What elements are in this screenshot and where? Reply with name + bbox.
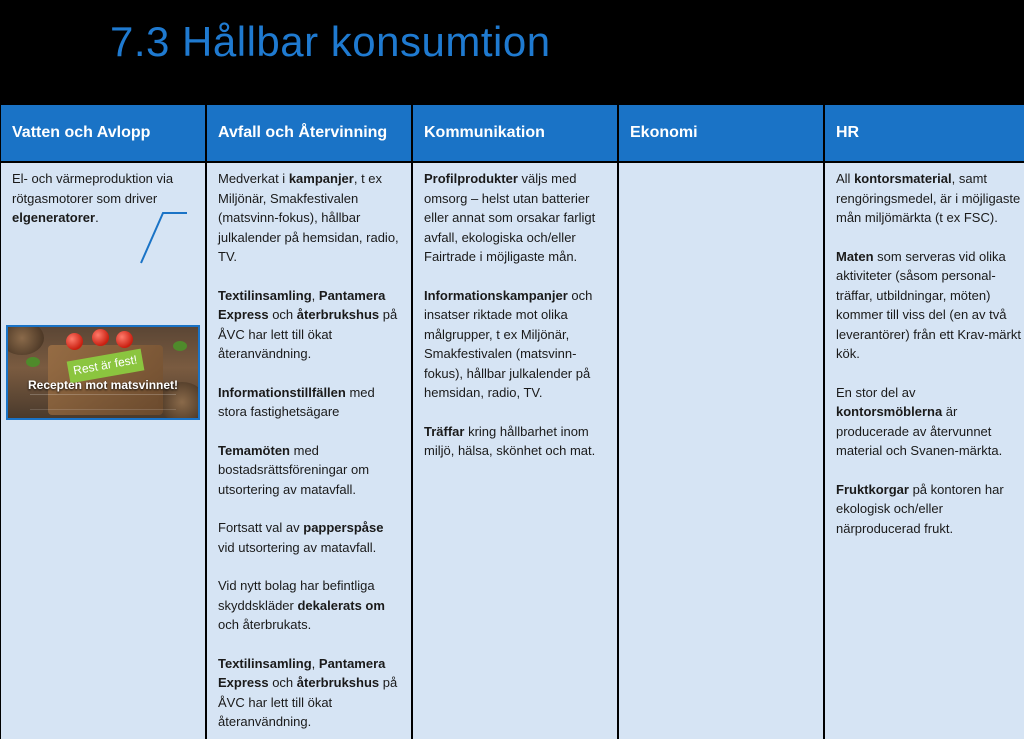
paragraph — [218, 441, 403, 500]
bowl-shape — [6, 325, 44, 355]
text: väljs med omsorg – helst utan batterier eller annat som orsakar farligt avfall, ekologiska och/eller Fairtrade i möjligaste mån. — [424, 171, 596, 264]
cell-avfall-och-atervinning — [207, 163, 411, 739]
text: och — [268, 675, 297, 690]
bold-text: Textilinsamling — [218, 655, 312, 671]
text: och återbrukats. — [218, 617, 312, 632]
image-banner: Rest är fest! — [67, 349, 144, 383]
text: på kontoren har ekologisk och/eller närproducerad frukt. — [836, 481, 1004, 536]
image-headline: Recepten mot matsvinnet! — [27, 378, 179, 392]
slide-title: 7.3 Hållbar konsumtion — [110, 18, 551, 65]
header-avfall-och-atervinning: Avfall och Återvinning — [207, 105, 411, 161]
paragraph — [836, 247, 1021, 364]
text: som serveras vid olika aktiviteter (såsom personal-träffar, utbildningar, möten) kommer till viss del (en av två leverantörer) från ett Krav-märkt kök. — [836, 248, 1021, 361]
text: En stor del av — [836, 384, 916, 400]
header-hr: HR — [825, 105, 1024, 161]
text: och insatser riktade mot olika målgrupper, t ex Miljönär, Smakfestivalen (matsvinn-fokus), hållbar julkalender på hemsidan, radio, TV. — [424, 287, 593, 400]
text: är producerade av återvunnet material och Svanen-märkta. — [836, 404, 1003, 458]
bold-text: Textilinsamling — [218, 287, 312, 303]
text: All — [836, 171, 855, 186]
text: och — [268, 307, 297, 322]
bold-text: dekalerats om — [297, 597, 385, 613]
paragraph — [836, 383, 1021, 461]
paragraph — [12, 169, 197, 228]
text: med bostadsrättsföreningar om utsortering av matavfall. — [218, 442, 370, 497]
tomato-shape — [66, 333, 83, 350]
herb-shape — [173, 341, 187, 351]
bold-text: Träffar — [424, 423, 465, 439]
text: , samt rengöringsmedel, är i möjligaste mån miljömärkta (t ex FSC). — [836, 171, 1021, 225]
paragraph — [218, 654, 403, 732]
tomato-shape — [92, 329, 109, 346]
paragraph — [424, 422, 609, 461]
header-ekonomi: Ekonomi — [619, 105, 823, 161]
cell-vatten-och-avlopp — [1, 163, 205, 739]
herb-shape — [26, 357, 40, 367]
text: , — [311, 655, 319, 671]
bold-text: kontorsmaterial — [854, 171, 952, 186]
text: med stora fastighetsägare — [218, 384, 375, 419]
bold-text: kontorsmöblerna — [836, 404, 943, 419]
bold-text: Informationskampanjer — [424, 287, 568, 303]
paragraph — [424, 286, 609, 403]
cell-ekonomi — [619, 163, 823, 739]
paragraph — [424, 169, 609, 267]
text: på ÅVC har lett till ökat återanvändning. — [218, 307, 398, 361]
bold-text: Maten — [836, 248, 874, 264]
header-vatten-och-avlopp: Vatten och Avlopp — [1, 105, 205, 161]
text: , t ex Miljönär, Smakfestivalen (matsvinn-fokus), hållbar julkalender på hemsidan, radio, TV. — [218, 171, 399, 264]
text: Fortsatt val av — [218, 520, 304, 535]
bold-text: elgeneratorer — [12, 210, 96, 225]
paragraph — [218, 576, 403, 635]
bold-text: Pantamera Express — [218, 655, 386, 690]
text: kring hållbarhet inom miljö, hälsa, skönhet och mat. — [424, 423, 596, 458]
paragraph — [218, 169, 403, 267]
text: El- och värmeproduktion via rötgasmotorer som driver — [12, 171, 174, 206]
cell-hr — [825, 163, 1024, 739]
bold-text: papperspåse — [303, 520, 384, 535]
bold-text: Profilprodukter — [424, 171, 518, 186]
paragraph — [218, 286, 403, 364]
text: vid utsortering av matavfall. — [218, 539, 377, 555]
bold-text: Temamöten — [218, 442, 290, 458]
text: på ÅVC har lett till ökat återanvändning. — [218, 675, 398, 729]
bold-text: Pantamera Express — [218, 287, 386, 322]
content-table — [0, 105, 1024, 737]
bold-text: Informationstillfällen — [218, 384, 346, 400]
paragraph — [836, 480, 1021, 539]
image-fine-print — [30, 394, 176, 410]
bold-text: Fruktkorgar — [836, 481, 909, 497]
paragraph — [836, 169, 1021, 228]
text: Vid nytt bolag har befintliga skyddskläder — [218, 578, 375, 613]
text: , — [311, 287, 319, 303]
text: Medverkat i — [218, 171, 289, 186]
bold-text: återbrukshus — [296, 675, 380, 690]
matsvinn-recipe-image — [6, 325, 200, 420]
text: . — [95, 210, 99, 225]
paragraph — [218, 518, 403, 557]
header-kommunikation: Kommunikation — [413, 105, 617, 161]
bold-text: kampanjer — [288, 171, 354, 186]
bold-text: återbrukshus — [296, 307, 380, 322]
tomato-shape — [116, 331, 133, 348]
cell-kommunikation — [413, 163, 617, 739]
paragraph — [218, 383, 403, 422]
